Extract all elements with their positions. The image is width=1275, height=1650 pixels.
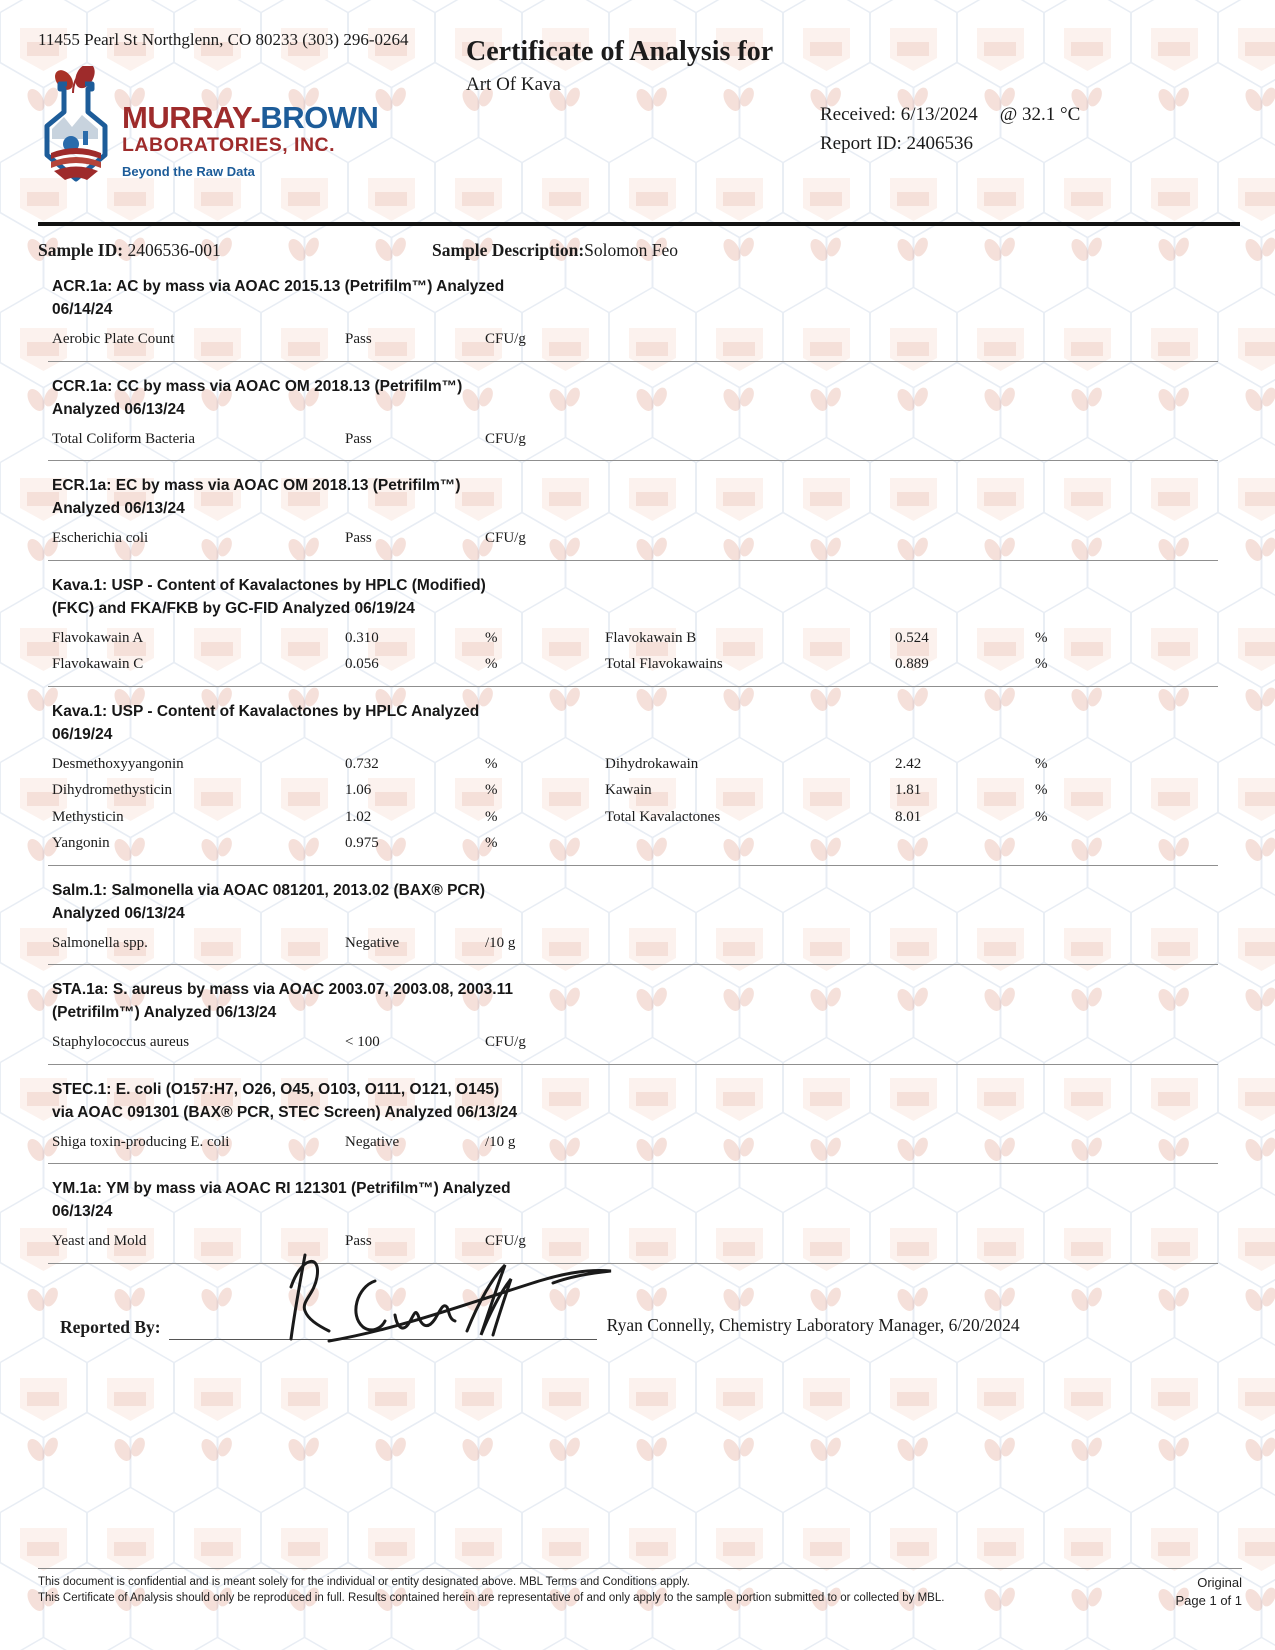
result-unit: CFU/g <box>485 1233 526 1249</box>
section-title-line: 06/14/24 <box>52 301 113 318</box>
result-unit: % <box>485 629 498 646</box>
section-divider <box>48 361 1218 362</box>
result-value: 1.81 <box>895 782 922 798</box>
result-value: 0.310 <box>345 629 379 646</box>
result-value: 2.42 <box>895 755 922 772</box>
result-unit: % <box>1035 656 1048 672</box>
section-title <box>48 474 1218 520</box>
analyte-name: Methysticin <box>52 808 124 825</box>
result-value: Negative <box>345 934 400 951</box>
result-value: 0.732 <box>345 755 379 772</box>
section-title-line: 06/19/24 <box>52 725 113 743</box>
result-unit: CFU/g <box>485 530 526 546</box>
result-unit: % <box>485 656 498 672</box>
section-title-line: Analyzed 06/13/24 <box>52 904 185 922</box>
brand-logo <box>40 66 378 186</box>
section-title <box>48 1177 1218 1223</box>
analyte-name: Dihydromethysticin <box>52 782 172 798</box>
result-row <box>48 326 1218 353</box>
section-title <box>48 574 1218 620</box>
brand-subtitle: LABORATORIES, INC. <box>122 134 336 156</box>
result-row <box>48 804 1218 831</box>
result-row <box>48 651 1218 678</box>
result-unit: % <box>1035 629 1048 646</box>
result-value: 1.06 <box>345 782 372 798</box>
section-title-line: YM.1a: YM by mass via AOAC RI 121301 (Petrifilm™) Analyzed <box>52 1180 511 1197</box>
section-title-line: STA.1a: S. aureus by mass via AOAC 2003.07, 2003.08, 2003.11 <box>52 981 513 998</box>
analyte-name: Total Flavokawains <box>605 656 723 672</box>
section-divider <box>48 1163 1218 1164</box>
result-unit: % <box>1035 782 1048 798</box>
footer-disclaimer-line2: This Certificate of Analysis should only be reproduced in full. Results contained herein are representative of and only apply to the sample portion submitted to or collected by MBL. <box>38 1592 945 1604</box>
test-sections <box>48 262 1218 1340</box>
result-unit: /10 g <box>485 934 516 951</box>
section-rows <box>48 930 1218 957</box>
result-unit: % <box>485 782 498 798</box>
header-divider <box>38 222 1240 226</box>
section-title-line: ECR.1a: EC by mass via AOAC OM 2018.13 (Petrifilm™) <box>52 477 461 494</box>
section-divider <box>48 560 1218 561</box>
analyte-name: Yangonin <box>52 835 110 851</box>
section-title-line: STEC.1: E. coli (O157:H7, O26, O45, O103, O111, O121, O145) <box>52 1080 500 1098</box>
signer-info: Ryan Connelly, Chemistry Laboratory Manager, 6/20/2024 <box>606 1314 1020 1335</box>
section-divider <box>48 686 1218 687</box>
section-rows <box>48 1029 1218 1056</box>
result-value: 0.056 <box>345 656 379 672</box>
result-value: 0.975 <box>345 835 379 851</box>
analyte-name: Total Kavalactones <box>605 808 721 825</box>
section-divider <box>48 1064 1218 1065</box>
section-divider <box>48 865 1218 866</box>
result-unit: % <box>485 755 498 772</box>
brand-tagline: Beyond the Raw Data <box>122 163 255 179</box>
analyte-name: Aerobic Plate Count <box>52 331 175 347</box>
test-section <box>48 474 1218 561</box>
result-value: < 100 <box>345 1034 380 1050</box>
test-section <box>48 879 1218 966</box>
analyte-name: Flavokawain A <box>52 629 144 646</box>
test-section <box>48 978 1218 1065</box>
test-section <box>48 700 1218 866</box>
result-row <box>48 830 1218 857</box>
sample-id: Sample ID: 2406536-001 <box>38 240 221 260</box>
section-title <box>48 1078 1218 1124</box>
analyte-name: Kawain <box>605 782 652 798</box>
result-unit: /10 g <box>485 1133 516 1150</box>
signature-line <box>169 1310 597 1340</box>
analyte-name: Desmethoxyyangonin <box>52 755 184 772</box>
section-rows <box>48 625 1218 678</box>
result-unit: % <box>1035 755 1048 772</box>
result-value: Pass <box>345 430 372 447</box>
analyte-name: Yeast and Mold <box>52 1233 147 1249</box>
received-line: Received: 6/13/2024 @ 32.1 °C <box>820 104 1081 125</box>
analyte-name: Flavokawain B <box>605 629 697 646</box>
result-value: Pass <box>345 530 372 546</box>
section-rows <box>48 751 1218 857</box>
section-divider <box>48 964 1218 965</box>
section-title-line: (Petrifilm™) Analyzed 06/13/24 <box>52 1004 277 1021</box>
section-title-line: Analyzed 06/13/24 <box>52 500 185 517</box>
section-title-line: Kava.1: USP - Content of Kavalactones by HPLC (Modified) <box>52 576 486 594</box>
section-title-line: Kava.1: USP - Content of Kavalactones by HPLC Analyzed <box>52 702 480 720</box>
test-section <box>48 375 1218 462</box>
section-title <box>48 275 1218 321</box>
lab-address: 11455 Pearl St Northglenn, CO 80233 (303) 296-0264 <box>38 30 409 49</box>
section-title-line: (FKC) and FKA/FKB by GC-FID Analyzed 06/19/24 <box>52 599 415 617</box>
section-title-line: 06/13/24 <box>52 1203 113 1220</box>
result-unit: CFU/g <box>485 1034 526 1050</box>
result-value: Pass <box>345 331 372 347</box>
analyte-name: Shiga toxin-producing E. coli <box>52 1133 230 1150</box>
section-rows <box>48 326 1218 353</box>
sample-description: Sample Description:Solomon Feo <box>432 240 678 260</box>
result-value: 1.02 <box>345 808 372 825</box>
footer-disclaimer-line1: This document is confidential and is meant solely for the individual or entity designated above. MBL Terms and Conditions apply. <box>38 1576 690 1588</box>
result-unit: % <box>485 835 498 851</box>
page-number: Page 1 of 1 <box>1175 1593 1242 1608</box>
result-row <box>48 930 1218 957</box>
section-title <box>48 375 1218 421</box>
section-rows <box>48 525 1218 552</box>
result-row <box>48 625 1218 652</box>
flask-icon <box>40 66 112 186</box>
analyte-name: Escherichia coli <box>52 530 149 546</box>
section-title-line: Analyzed 06/13/24 <box>52 400 185 418</box>
analyte-name: Salmonella spp. <box>52 934 148 951</box>
test-section <box>48 574 1218 687</box>
section-divider <box>48 460 1218 461</box>
result-unit: % <box>485 808 498 825</box>
result-value: 0.524 <box>895 629 929 646</box>
page-title: Certificate of Analysis for <box>466 36 774 67</box>
brand-name: MURRAY-BROWN <box>122 100 379 135</box>
result-value: Pass <box>345 1233 372 1249</box>
reported-by-label: Reported By: <box>60 1316 161 1337</box>
signature-block <box>48 1310 1218 1340</box>
report-id-line: Report ID: 2406536 <box>820 133 974 154</box>
result-row <box>48 1129 1218 1156</box>
section-title-line: CCR.1a: CC by mass via AOAC OM 2018.13 (Petrifilm™) <box>52 377 463 395</box>
result-row <box>48 525 1218 552</box>
result-row <box>48 426 1218 453</box>
analyte-name: Dihydrokawain <box>605 755 699 772</box>
analyte-name: Flavokawain C <box>52 656 144 672</box>
section-title-line: via AOAC 091301 (BAX® PCR, STEC Screen) Analyzed 06/13/24 <box>52 1103 518 1121</box>
section-rows <box>48 426 1218 453</box>
client-name: Art Of Kava <box>466 74 561 95</box>
signature-icon <box>209 1243 639 1353</box>
result-unit: % <box>1035 808 1048 825</box>
result-unit: CFU/g <box>485 331 526 347</box>
test-section <box>48 275 1218 362</box>
analyte-name: Total Coliform Bacteria <box>52 430 196 447</box>
section-title-line: Salm.1: Salmonella via AOAC 081201, 2013.02 (BAX® PCR) <box>52 881 485 899</box>
result-value: 0.889 <box>895 656 929 672</box>
section-title <box>48 978 1218 1024</box>
section-title <box>48 879 1218 925</box>
result-value: Negative <box>345 1133 400 1150</box>
result-value: 8.01 <box>895 808 922 825</box>
footer <box>38 1568 1242 1610</box>
section-title-line: ACR.1a: AC by mass via AOAC 2015.13 (Petrifilm™) Analyzed <box>52 278 505 295</box>
test-section <box>48 1078 1218 1165</box>
sample-info-row <box>38 240 1240 261</box>
section-title <box>48 700 1218 746</box>
section-rows <box>48 1129 1218 1156</box>
result-unit: CFU/g <box>485 430 526 447</box>
result-row <box>48 1029 1218 1056</box>
analyte-name: Staphylococcus aureus <box>52 1034 190 1050</box>
result-row <box>48 751 1218 778</box>
result-row <box>48 777 1218 804</box>
copy-type: Original <box>1197 1575 1242 1590</box>
